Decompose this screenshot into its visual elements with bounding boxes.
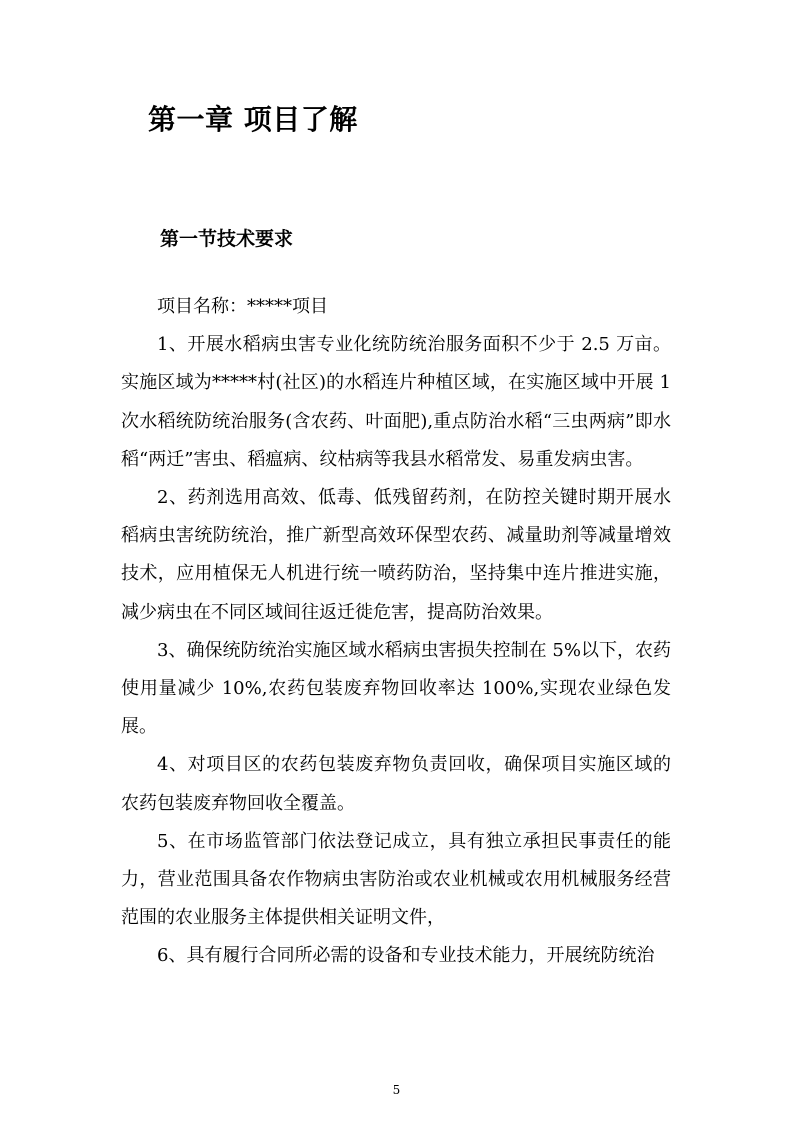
requirement-paragraph-4: 4、对项目区的农药包装废弃物负责回收，确保项目实施区域的农药包装废弃物回收全覆盖。 [121, 754, 671, 814]
project-name: 项目名称：*****项目 [157, 296, 328, 317]
requirement-paragraph-3: 3、确保统防统治实施区域水稻病虫害损失控制在 5%以下，农药使用量减少 10%,农药包装废弃物回收率达 100%,实现农业绿色发展。 [121, 639, 671, 738]
section-title: 第一节技术要求 [160, 228, 294, 250]
chapter-title: 第一章 项目了解 [148, 103, 358, 136]
requirement-paragraph-6: 6、具有履行合同所必需的设备和专业技术能力，开展统防统治 [157, 945, 655, 967]
page-number: 5 [392, 1083, 401, 1097]
requirement-paragraph-5: 5、在市场监管部门依法登记成立，具有独立承担民事责任的能力，营业范围具备农作物病虫害防治或农业机械或农用机械服务经营范围的农业服务主体提供相关证明文件， [121, 830, 671, 929]
requirement-paragraph-1: 1、开展水稻病虫害专业化统防统治服务面积不少于 2.5 万亩。实施区域为*****村(社区)的水稻连片种植区域，在实施区域中开展 1 次水稻统防统治服务(含农药、叶面肥),重点防治水稻“三虫两病”即水稻“两迁”害虫、稻瘟病、纹枯病等我县水稻常发、易重发病虫害。 [121, 334, 671, 470]
document-body [121, 288, 671, 976]
requirement-paragraph-2: 2、药剂选用高效、低毒、低残留药剂，在防控关键时期开展水稻病虫害统防统治，推广新型高效环保型农药、减量助剂等减量增效技术，应用植保无人机进行统一喷药防治，坚持集中连片推进实施，减少病虫在不同区域间往返迁徙危害，提高防治效果。 [121, 487, 671, 623]
